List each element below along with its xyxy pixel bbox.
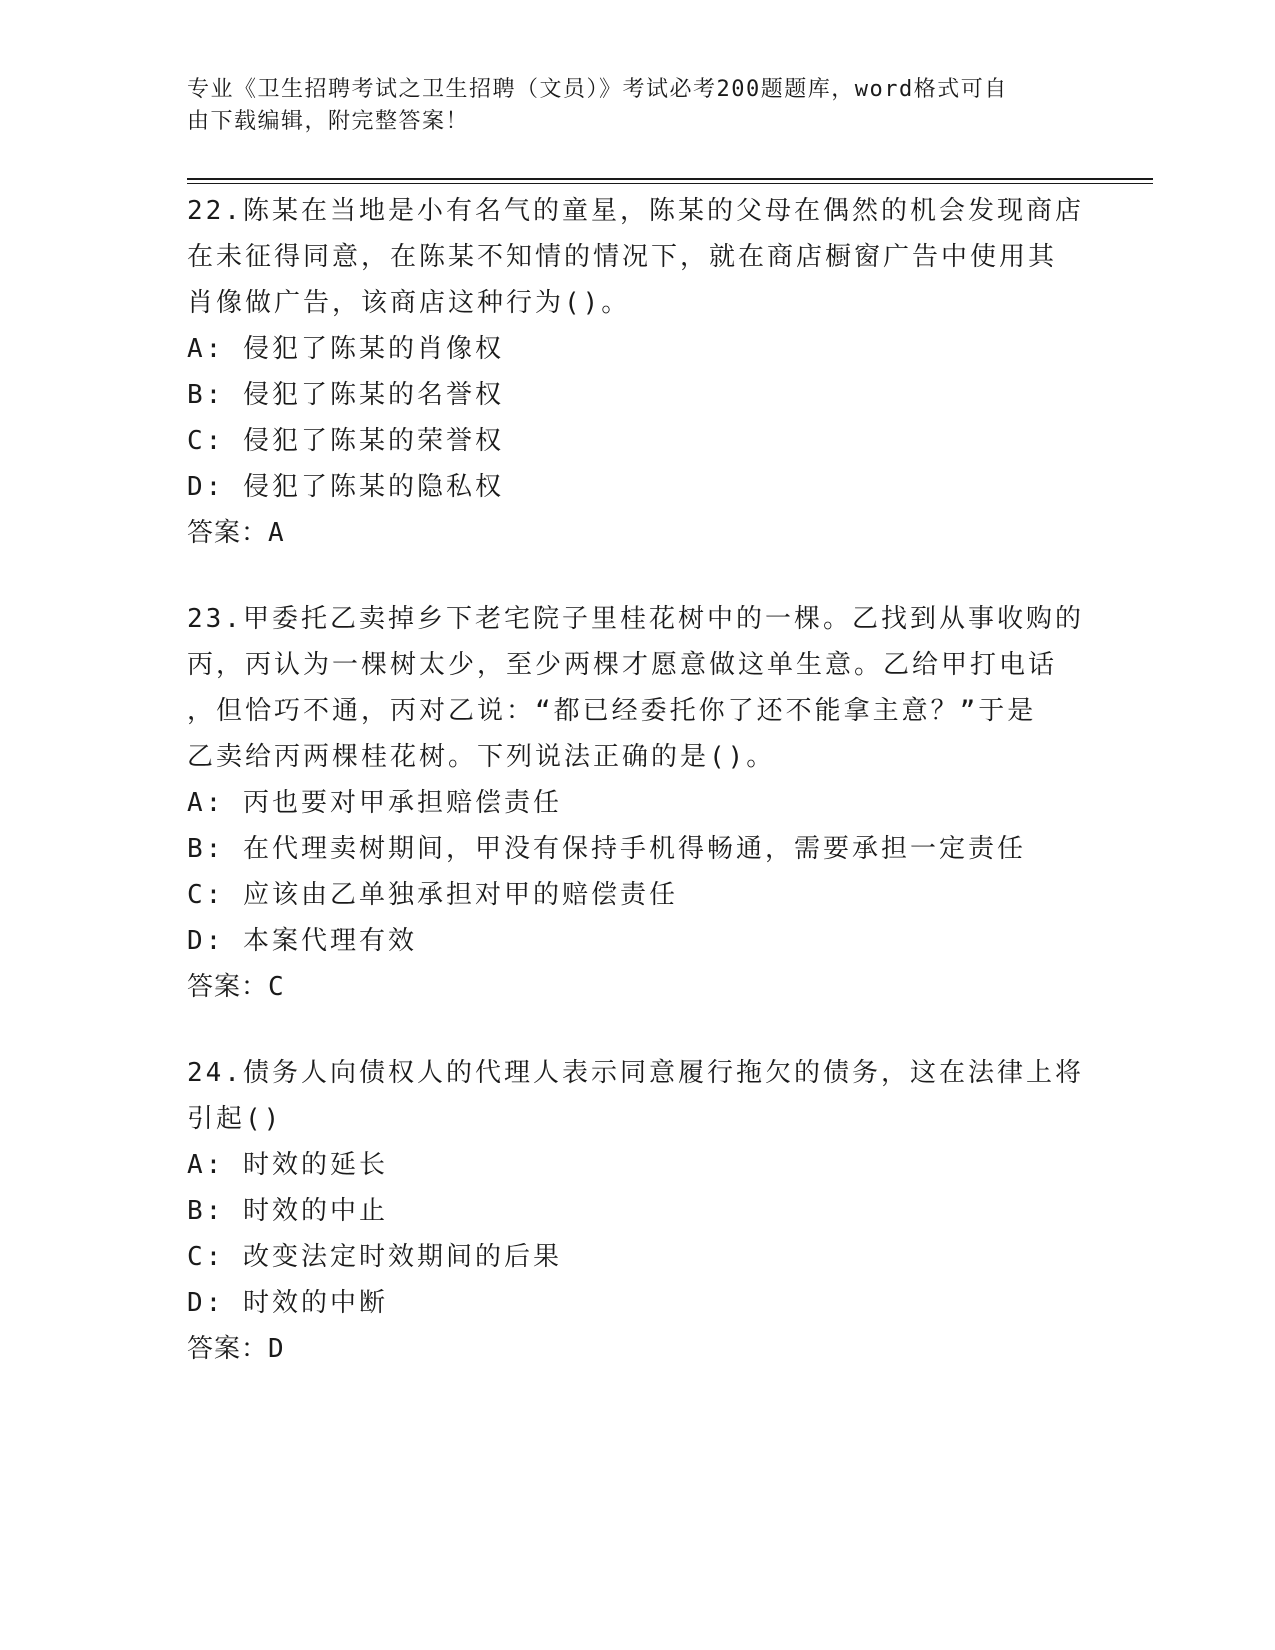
header-divider-thin xyxy=(187,183,1153,184)
question-stem-line: 肖像做广告，该商店这种行为()。 xyxy=(187,288,631,318)
question-22 xyxy=(187,188,1087,556)
answer-value: C xyxy=(268,972,285,1002)
answer-label: 答案： xyxy=(187,972,269,1002)
document-header xyxy=(187,74,1067,138)
option-a: A: 侵犯了陈某的肖像权 xyxy=(187,334,504,364)
question-23 xyxy=(187,596,1087,1010)
option-b: B: 在代理卖树期间，甲没有保持手机得畅通，需要承担一定责任 xyxy=(187,834,1026,864)
question-stem-line: 23.甲委托乙卖掉乡下老宅院子里桂花树中的一棵。乙找到从事收购的 xyxy=(187,604,1084,634)
answer-value: A xyxy=(268,518,285,548)
question-stem-line: ，但恰巧不通，丙对乙说：“都已经委托你了还不能拿主意？”于是 xyxy=(187,696,1037,726)
option-d: D: 时效的中断 xyxy=(187,1288,388,1318)
question-stem-line: 引起() xyxy=(187,1104,283,1134)
option-c: C: 改变法定时效期间的后果 xyxy=(187,1242,562,1272)
header-line-1: 专业《卫生招聘考试之卫生招聘（文员）》考试必考200题题库，word格式可自 xyxy=(187,77,1008,102)
answer-label: 答案： xyxy=(187,1334,269,1364)
option-a: A: 时效的延长 xyxy=(187,1150,388,1180)
header-line-2: 由下载编辑，附完整答案！ xyxy=(187,109,470,134)
answer-line xyxy=(187,964,1087,1010)
option-d: D: 本案代理有效 xyxy=(187,926,417,956)
option-b: B: 侵犯了陈某的名誉权 xyxy=(187,380,504,410)
answer-line xyxy=(187,510,1087,556)
answer-value: D xyxy=(268,1334,285,1364)
question-stem-line: 在未征得同意，在陈某不知情的情况下，就在商店橱窗广告中使用其 xyxy=(187,242,1058,272)
header-divider-thick xyxy=(187,178,1153,180)
option-c: C: 应该由乙单独承担对甲的赔偿责任 xyxy=(187,880,678,910)
question-24 xyxy=(187,1050,1087,1372)
question-stem-line: 22.陈某在当地是小有名气的童星，陈某的父母在偶然的机会发现商店 xyxy=(187,196,1084,226)
question-stem-line: 乙卖给丙两棵桂花树。下列说法正确的是()。 xyxy=(187,742,776,772)
option-a: A: 丙也要对甲承担赔偿责任 xyxy=(187,788,562,818)
question-stem-line: 24.债务人向债权人的代理人表示同意履行拖欠的债务，这在法律上将 xyxy=(187,1058,1084,1088)
answer-line xyxy=(187,1326,1087,1372)
answer-label: 答案： xyxy=(187,518,269,548)
option-d: D: 侵犯了陈某的隐私权 xyxy=(187,472,504,502)
question-stem-line: 丙，丙认为一棵树太少，至少两棵才愿意做这单生意。乙给甲打电话 xyxy=(187,650,1058,680)
option-c: C: 侵犯了陈某的荣誉权 xyxy=(187,426,504,456)
option-b: B: 时效的中止 xyxy=(187,1196,388,1226)
